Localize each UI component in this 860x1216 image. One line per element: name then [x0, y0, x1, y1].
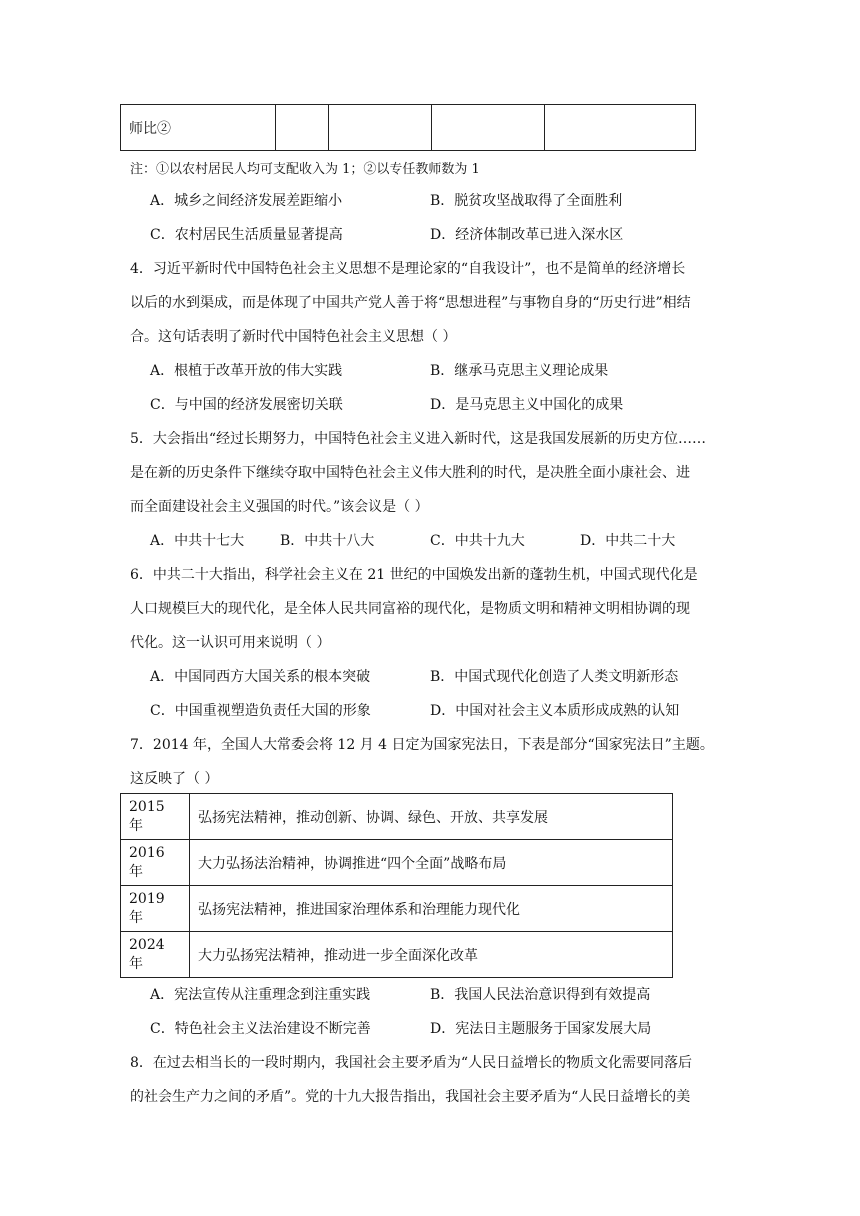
year-cell: 2024 年: [121, 932, 190, 978]
q7-option-a: A．宪法宣传从注重理念到注重实践: [150, 987, 371, 1003]
year-cell: 2019 年: [121, 886, 190, 932]
table-cell: [545, 105, 696, 151]
q4-stem-line-2: 以后的水到渠成，而是体现了中国共产党人善于将“思想进程”与事物自身的“历史行进”相结: [130, 295, 691, 311]
q4-option-c: C．与中国的经济发展密切关联: [150, 397, 343, 413]
theme-cell: 大力弘扬宪法精神，推动进一步全面深化改革: [190, 932, 673, 978]
table-row: [121, 794, 673, 840]
q4-option-d: D．是马克思主义中国化的成果: [430, 397, 624, 413]
q5-stem-line-2: 是在新的历史条件下继续夺取中国特色社会主义伟大胜利的时代，是决胜全面小康社会、进: [130, 465, 690, 481]
table-note: 注：①以农村居民人均可支配收入为 1；②以专任教师数为 1: [130, 162, 480, 177]
table-cell: [329, 105, 432, 151]
q5-stem-line-1: 5．大会指出“经过长期努力，中国特色社会主义进入新时代，这是我国发展新的历史方位……: [130, 431, 707, 447]
q6-option-b: B．中国式现代化创造了人类文明新形态: [430, 669, 679, 685]
q4-stem-line-3: 合。这句话表明了新时代中国特色社会主义思想（ ）: [130, 329, 457, 345]
table-row: [121, 840, 673, 886]
q4-option-b: B．继承马克思主义理论成果: [430, 363, 609, 379]
q8-stem-line-1: 8．在过去相当长的一段时期内，我国社会主要矛盾为“人民日益增长的物质文化需要同落后: [130, 1055, 693, 1071]
q7-option-d: D．宪法日主题服务于国家发展大局: [430, 1021, 652, 1037]
q7-stem-line-2: 这反映了（ ）: [130, 771, 219, 787]
q6-stem-line-3: 代化。这一认识可用来说明（ ）: [130, 635, 331, 651]
constitution-day-table: [120, 793, 673, 978]
q3-option-c: C．农村居民生活质量显著提高: [150, 227, 343, 243]
q5-option-b: B．中共十八大: [280, 533, 375, 549]
q7-option-b: B．我国人民法治意识得到有效提高: [430, 987, 651, 1003]
q6-option-a: A．中国同西方大国关系的根本突破: [150, 669, 371, 685]
q7-stem-line-1: 7．2014 年，全国人大常委会将 12 月 4 日定为国家宪法日，下表是部分“国家宪法日”主题。: [130, 737, 714, 753]
theme-cell: 弘扬宪法精神，推动创新、协调、绿色、开放、共享发展: [190, 794, 673, 840]
theme-cell: 大力弘扬法治精神，协调推进“四个全面”战略布局: [190, 840, 673, 886]
theme-cell: 弘扬宪法精神，推进国家治理体系和治理能力现代化: [190, 886, 673, 932]
q4-option-a: A．根植于改革开放的伟大实践: [150, 363, 343, 379]
q8-stem-line-2: 的社会生产力之间的矛盾”。党的十九大报告指出，我国社会主要矛盾为“人民日益增长的美: [130, 1089, 691, 1105]
table-row: [121, 105, 696, 151]
q5-option-d: D．中共二十大: [580, 533, 676, 549]
q6-option-d: D．中国对社会主义本质形成成熟的认知: [430, 703, 680, 719]
q5-option-a: A．中共十七大: [150, 533, 245, 549]
year-cell: 2015 年: [121, 794, 190, 840]
table-row: [121, 932, 673, 978]
table-cell: 师比②: [121, 105, 276, 151]
q6-stem-line-2: 人口规模巨大的现代化，是全体人民共同富裕的现代化，是物质文明和精神文明相协调的现: [130, 601, 690, 617]
q3-option-d: D．经济体制改革已进入深水区: [430, 227, 624, 243]
q5-option-c: C．中共十九大: [430, 533, 525, 549]
year-cell: 2016 年: [121, 840, 190, 886]
q3-option-a: A．城乡之间经济发展差距缩小: [150, 193, 343, 209]
q3-option-b: B．脱贫攻坚战取得了全面胜利: [430, 193, 623, 209]
top-table: [120, 104, 696, 151]
q5-stem-line-3: 而全面建设社会主义强国的时代。”该会议是（ ）: [130, 499, 429, 515]
q6-stem-line-1: 6．中共二十大指出，科学社会主义在 21 世纪的中国焕发出新的蓬勃生机，中国式现代化是: [130, 567, 698, 583]
q7-option-c: C．特色社会主义法治建设不断完善: [150, 1021, 371, 1037]
table-row: [121, 886, 673, 932]
table-cell: [276, 105, 329, 151]
table-cell: [432, 105, 545, 151]
q6-option-c: C．中国重视塑造负责任大国的形象: [150, 703, 371, 719]
q4-stem-line-1: 4．习近平新时代中国特色社会主义思想不是理论家的“自我设计”，也不是简单的经济增长: [130, 261, 686, 277]
